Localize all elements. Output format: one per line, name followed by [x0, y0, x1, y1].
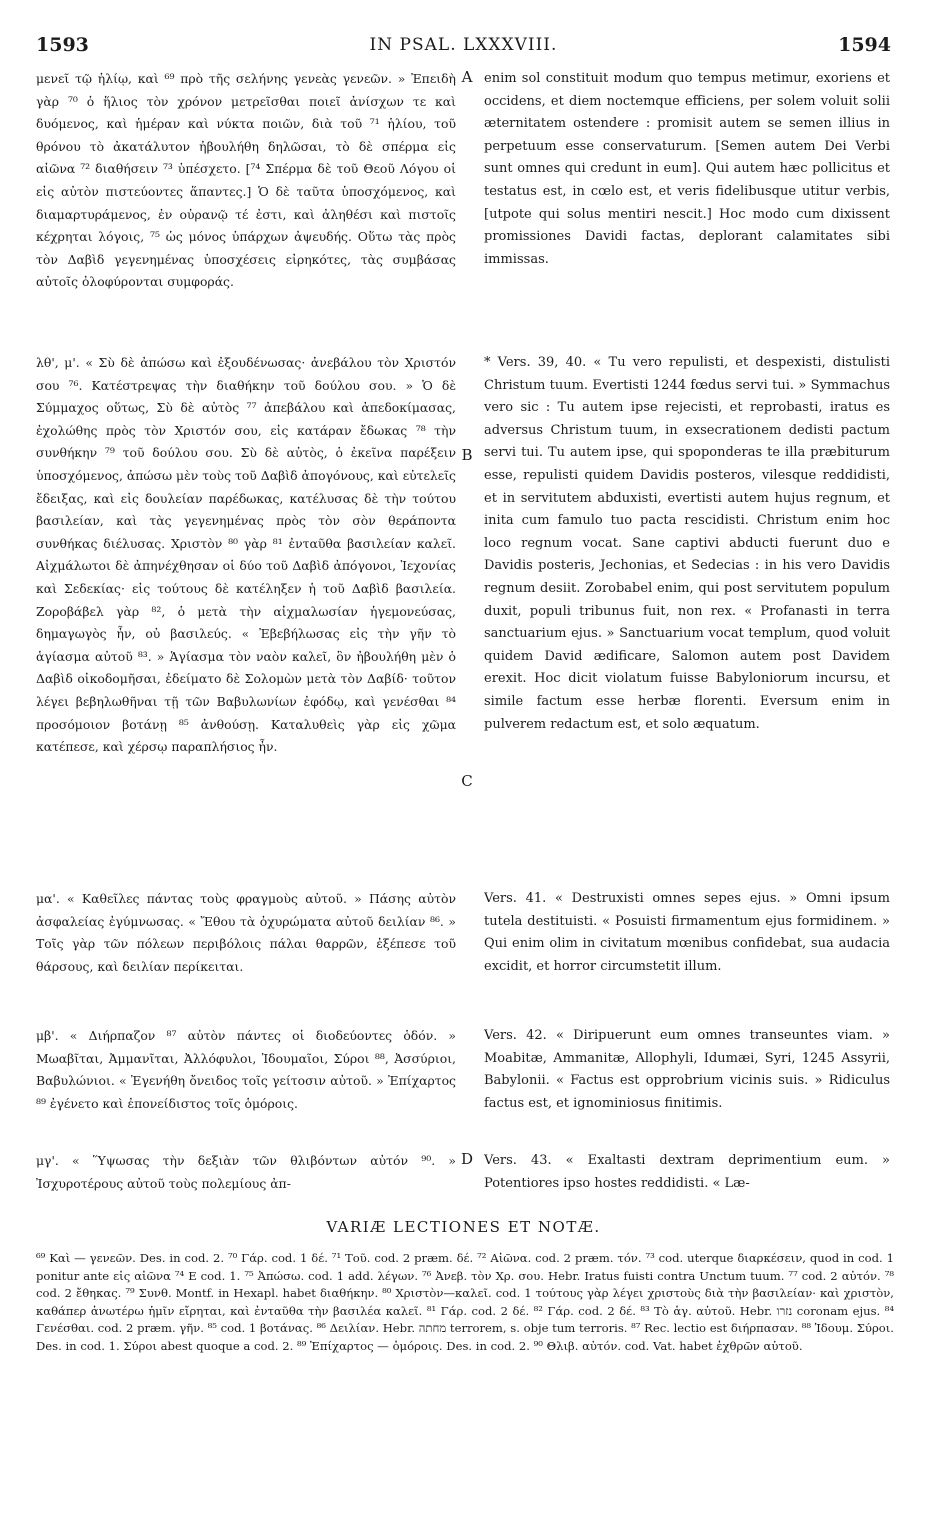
greek-block-4 — [36, 1025, 456, 1115]
running-header — [36, 34, 891, 58]
latin-block-4 — [484, 1025, 890, 1115]
running-title: IN PSAL. LXXXVIII. — [369, 35, 558, 55]
greek-paragraph: λθ', μ'. « Σὺ δὲ ἀπώσω καὶ ἐξουδένωσας· ἀνεβάλου τὸν Χριστόν σου ⁷⁶. Κατέστρεψας τὴν διαθήκην τοῦ δούλου σου. » Ὁ δὲ Σύμμαχος οὕτως, Σὺ δὲ αὐτὸς ⁷⁷ ἀπεβάλου καὶ ἀπεδοκίμασας, ἐχολώθης πρὸς τὸν Χριστόν σου, εἰς κατάραν ἔδωκας ⁷⁸ τὴν συνθήκην ⁷⁹ τοῦ δούλου σου. Σὺ δὲ αὐτὸς, ὁ ἐκεῖνα παρέξειν ὑποσχόμενος, ἀπώσω μὲν τοὺς τοῦ Δαβὶδ ἀπογόνους, καὶ εὐτελεῖς ἔδειξας, καὶ εἰς δουλείαν παρέδωκας, κατέλυσας δὲ τὴν τούτου βασιλείαν, καὶ τὰς γεγενημένας πρὸς τὸν σὸν θεράποντα συνθήκας διέλυσας. Χριστὸν ⁸⁰ γὰρ ⁸¹ ἐνταῦθα βασιλείαν καλεῖ. Αἰχμάλωτοι δὲ ἀπηνέχθησαν οἱ δύο τοῦ Δαβὶδ ἀπόγονοι, Ἰεχονίας καὶ Σεδεκίας· εἰς τούτους δὲ κατέληξεν ἡ τοῦ Δαβὶδ βασιλεία. Ζοροβάβελ γὰρ ⁸², ὁ μετὰ τὴν αἰχμαλωσίαν ἡγεμονεύσας, δημαγωγὸς ἦν, οὐ βασιλεύς. « Ἐβεβήλωσας εἰς τὴν γῆν τὸ ἁγίασμα αὐτοῦ ⁸³. » Ἁγίασμα τὸν ναὸν καλεῖ, ὃν ἠβουλήθη μὲν ὁ Δαβὶδ οἰκοδομῆσαι, ἐδείματο δὲ Σολομὼν μετὰ τὸν Δαβίδ· τοῦτον λέγει βεβηλωθῆναι τῇ τῶν Βαβυλωνίων ἐφόδῳ, καὶ γενέσθαι ⁸⁴ προσόμοιον βοτάνῃ ⁸⁵ ἀνθούσῃ. Καταλυθεὶς γὰρ εἰς χῶμα κατέπεσε, καὶ χέρσῳ παραπλήσιος ἦν. — [36, 355, 456, 755]
latin-block-3 — [484, 888, 890, 978]
greek-block-1 — [36, 68, 456, 294]
margin-letter-c: C — [461, 772, 473, 790]
footnotes — [36, 1250, 894, 1356]
notes-heading: VARIÆ LECTIONES ET NOTÆ. — [326, 1218, 601, 1236]
latin-paragraph: Vers. 41. « Destruxisti omnes sepes ejus. » Omni ipsum tutela destituisti. « Posuisti firmamentum ejus formidinem. » Qui enim olim in civitatum mœnibus confidebat, sua audacia excidit, et horror circumstetit illum. — [484, 891, 890, 974]
latin-paragraph: * Vers. 39, 40. « Tu vero repulisti, et despexisti, distulisti Christum tuum. Evertisti 1244 fœdus servi tui. » Symmachus vero sic : Tu autem ipse rejecisti, et reprobasti, iratus es adversus Christum tuum, in exsecrationem dedisti pactum servi tui. Tu autem ipse, qui spoponderas te illa præbiturum esse, repulisti quidem Davidis posteros, vilesque reddidisti, et in servitutem abduxisti, evertisti autem hujus regnum, et inita cum famulo tuo pacta rescidisti. Christum enim hoc loco regnum vocat. Sane captivi abducti fuerunt duo e Davidis posteris, Jechonias, et Sedecias : in his vero Davidis regnum desiit. Zorobabel enim, qui post servitutem populum duxit, populi tribunus fuit, non rex. « Profanasti in terra sanctuarium ejus. » Sanctuarium vocat templum, quod voluit quidem David ædificare, Salomon autem post Davidem erexit. Hoc dicit violatum fuisse Babyloniorum incursu, et simile factum esse herbæ florenti. Eversum enim in pulverem redactum est, et solo æquatum. — [484, 355, 890, 732]
margin-letter-a: A — [461, 68, 473, 86]
margin-letter-d: D — [460, 1150, 474, 1168]
greek-paragraph: μβ'. « Διήρπαζον ⁸⁷ αὐτὸν πάντες οἱ διοδεύοντες ὁδόν. » Μωαβῖται, Ἀμμανῖται, Ἀλλόφυλοι, Ἰδουμαῖοι, Σύροι ⁸⁸, Ἀσσύριοι, Βαβυλώνιοι. « Ἐγενήθη ὄνειδος τοῖς γείτοσιν αὐτοῦ. » Ἐπίχαρτος ⁸⁹ ἐγένετο καὶ ἐπονείδιστος τοῖς ὁμόροις. — [36, 1028, 456, 1111]
greek-block-5 — [36, 1150, 456, 1195]
latin-block-5 — [484, 1150, 890, 1195]
page-number-left: 1593 — [36, 34, 89, 56]
latin-paragraph: Vers. 42. « Diripuerunt eum omnes transeuntes viam. » Moabitæ, Ammanitæ, Allophyli, Idumæi, Syri, 1245 Assyrii, Babylonii. « Factus est opprobrium vicinis suis. » Ridiculus factus est, et ignominiosus finitimis. — [484, 1028, 890, 1111]
latin-paragraph: Vers. 43. « Exaltasti dextram deprimentium eum. » Potentiores ipso hostes reddidisti. « Læ- — [484, 1153, 890, 1191]
latin-block-2 — [484, 352, 890, 736]
latin-paragraph: enim sol constituit modum quo tempus metimur, exoriens et occidens, et diem noctemque efficiens, per solem voluit solii æternitatem ostendere : promisit autem se semen illius in perpetuum esse conservaturum. [Semen autem Dei Verbi sunt omnes qui credunt in eum]. Qui autem hæc pollicitus et testatus est, in cœlo est, et veris fidelibusque utitur verbis, [utpote qui solus mentiri nescit.] Hoc modo cum dixissent promissiones Davidi factas, deplorant calamitates sibi immissas. — [484, 71, 890, 267]
greek-paragraph: μγ'. « Ὕψωσας τὴν δεξιὰν τῶν θλιβόντων αὐτόν ⁹⁰. » Ἰσχυροτέρους αὐτοῦ τοὺς πολεμίους ἀπ- — [36, 1153, 456, 1191]
margin-letter-b: B — [461, 446, 473, 464]
greek-paragraph: μα'. « Καθεῖλες πάντας τοὺς φραγμοὺς αὐτοῦ. » Πάσης αὐτὸν ἀσφαλείας ἐγύμνωσας. « Ἔθου τὰ ὀχυρώματα αὐτοῦ δειλίαν ⁸⁶. » Τοῖς γὰρ τῶν πόλεων περιβόλοις πάλαι θαρρῶν, ἐξέπεσε τοῦ θάρσους, καὶ δειλίαν περίκειται. — [36, 891, 456, 974]
footnotes-text: ⁶⁹ Καὶ — γενεῶν. Des. in cod. 2. ⁷⁰ Γάρ. cod. 1 δέ. ⁷¹ Τοῦ. cod. 2 præm. δέ. ⁷² Αἰῶνα. cod. 2 præm. τόν. ⁷³ cod. uterque διαρκέσειν, quod in cod. 1 ponitur ante εἰς αἰῶνα ⁷⁴ E cod. 1. ⁷⁵ Ἀπώσω. cod. 1 add. λέγων. ⁷⁶ Ἀνεβ. τὸν Χρ. σου. Hebr. Iratus fuisti contra Unctum tuum. ⁷⁷ cod. 2 αὐτόν. ⁷⁸ cod. 2 ἔθηκας. ⁷⁹ Συνθ. Montf. in Hexapl. habet διαθήκην. ⁸⁰ Χριστὸν—καλεῖ. cod. 1 τούτους γὰρ λέγει χριστοὺς διὰ τὴν βασιλείαν· καὶ χριστὸν, καθάπερ ἀνωτέρω ἡμῖν εἴρηται, καὶ ἐνταῦθα τὴν βασιλέα καλεῖ. ⁸¹ Γάρ. cod. 2 δέ. ⁸² Γάρ. cod. 2 δέ. ⁸³ Τὸ ἁγ. αὐτοῦ. Hebr. נזרו coronam ejus. ⁸⁴ Γενέσθαι. cod. 2 præm. γῆν. ⁸⁵ cod. 1 βοτάνας. ⁸⁶ Δειλίαν. Hebr. מחתה terrorem, s. obje tum terroris. ⁸⁷ Rec. lectio est διήρπασαν. ⁸⁸ Ἰδουμ. Σύροι. Des. in cod. 1. Σύροι abest quoque a cod. 2. ⁸⁹ Ἐπίχαρτος — ὁμόροις. Des. in cod. 2. ⁹⁰ Θλιβ. αὐτόν. cod. Vat. habet ἐχθρῶν αὐτοῦ. — [36, 1251, 894, 1353]
greek-paragraph: μενεῖ τῷ ἡλίῳ, καὶ ⁶⁹ πρὸ τῆς σελήνης γενεὰς γενεῶν. » Ἐπειδὴ γὰρ ⁷⁰ ὁ ἥλιος τὸν χρόνον μετρεῖσθαι ποιεῖ ἀνίσχων τε καὶ δυόμενος, καὶ ἡμέραν καὶ νύκτα ποιῶν, διὰ τοῦ ⁷¹ ἡλίου, τοῦ θρόνου τὸ ἀκατάλυτον ἠβουλήθη δηλῶσαι, τὸ δὲ σπέρμα εἰς αἰῶνα ⁷² διαθήσειν ⁷³ ὑπέσχετο. [⁷⁴ Σπέρμα δὲ τοῦ Θεοῦ Λόγου οἱ εἰς αὐτὸν πιστεύοντες ἅπαντες.] Ὁ δὲ ταῦτα ὑποσχόμενος, καὶ διαμαρτυράμενος, ἐν οὐρανῷ τέ ἐστι, καὶ ἀληθέσι καὶ πιστοῖς κέχρηται λόγοις, ⁷⁵ ὡς μόνος ὑπάρχων ἀψευδής. Οὕτω τὰς πρὸς τὸν Δαβὶδ γεγενημένας ὑποσχέσεις εἰρηκότες, τὰς συμβάσας αὐτοῖς ὀλοφύρονται συμφοράς. — [36, 71, 456, 290]
latin-block-1 — [484, 68, 890, 271]
greek-block-3 — [36, 888, 456, 978]
page-number-right: 1594 — [838, 34, 891, 56]
greek-block-2 — [36, 352, 456, 759]
